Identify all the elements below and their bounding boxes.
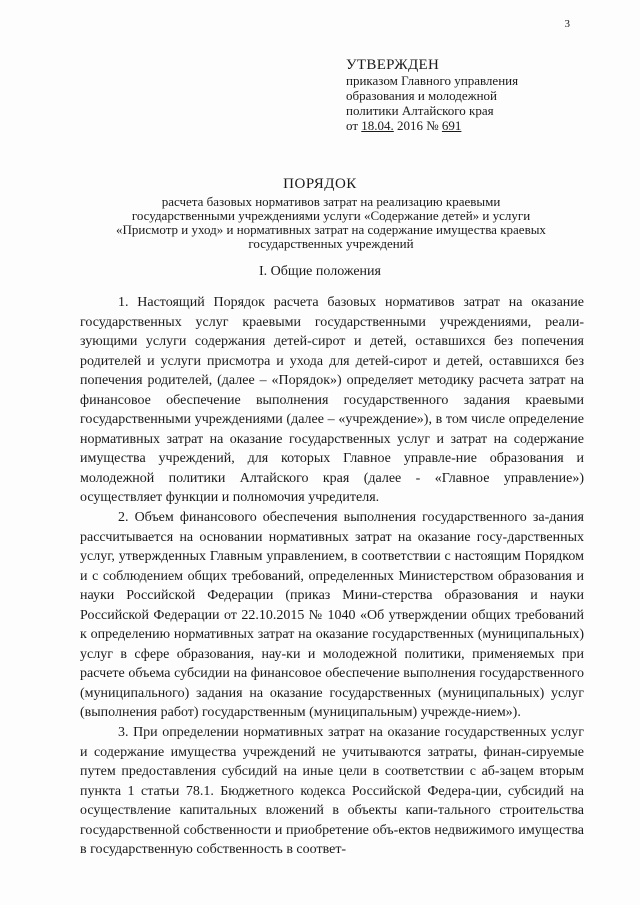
date-prefix: от: [346, 118, 362, 133]
document-body: [80, 293, 584, 860]
approval-line-2: образования и молодежной: [346, 88, 497, 103]
subtitle-line-4: государственных учреждений: [248, 236, 414, 251]
order-date: 18.04.: [361, 118, 394, 133]
subtitle-line-2: государственными учреждениями услуги «Содержание детей» и услуги: [131, 208, 531, 223]
approved-label: УТВЕРЖДЕН: [346, 57, 440, 73]
section-heading: I. Общие положения: [259, 264, 381, 279]
paragraph-3: 3. При определении нормативных затрат на оказание государственных услуг и содержание имущества учреждений не учитываются затраты, финан-сируемые путем предоставления субсидий на иные цели в соответствии с аб-зацем вторым пункта 1 статьи 78.1. Бюджетного кодекса Российской Федера-ции, субсидий на осуществление капитальных вложений в объекты капи-тального строительства государственной собственности и приобретение объ-ектов недвижимого имущества в государственную собственность в соответ-: [80, 725, 584, 858]
subtitle-line-1: расчета базовых нормативов затрат на реализацию краевыми: [161, 194, 501, 209]
approval-date-line: [346, 118, 518, 133]
document-title: ПОРЯДОК: [283, 176, 357, 192]
order-year: 2016 №: [393, 118, 442, 133]
order-number: 691: [441, 118, 462, 133]
approval-line-3: политики Алтайского края: [346, 103, 494, 118]
page-number: 3: [564, 18, 570, 30]
paragraph-1: 1. Настоящий Порядок расчета базовых нормативов затрат на оказание государственных услуг краевыми государственными учреждениями, реали-зующими услуги содержания детей-сирот и детей, оставшихся без попечения родителей и услуги присмотра и ухода для детей-сирот и детей, оставшихся без попечения родителей, (далее – «Порядок») определяет методику расчета затрат на финансовое обеспечение выполнения государственного задания краевыми государственными учреждениями (далее – «учреждение»), в том числе определение нормативных затрат на оказание государственных услуг и затрат на содержание имущества учреждений, для которых Главное управле-ние образования и молодежной политики Алтайского края (далее - «Главное управление») осуществляет функции и полномочия учредителя.: [80, 295, 584, 506]
approval-line-1: приказом Главного управления: [346, 73, 519, 88]
paragraph-2: 2. Объем финансового обеспечения выполнения государственного за-дания рассчитывается на основании нормативных затрат на оказание госу-дарственных услуг, утвержденных Главным управлением, в соответствии с настоящим Порядком и с соблюдением общих требований, определенных Министерством образования и науки Российской Федерации (приказ Мини-стерства образования и науки Российской Федерации от 22.10.2015 № 1040 «Об утверждении общих требований к определению нормативных затрат на оказание государственных (муниципальных) услуг в сфере образования, нау-ки и молодежной политики, применяемых при расчете объема субсидии на финансовое обеспечение выполнения государственного (муниципального) задания на оказание государственных (муниципальных) услуг (выполнения работ) государственным (муниципальным) учрежде-нием»).: [80, 510, 584, 721]
subtitle-line-3: «Присмотр и уход» и нормативных затрат на содержание имущества краевых: [116, 222, 546, 237]
approval-stamp-block: [346, 58, 518, 133]
document-subtitle: [75, 195, 587, 251]
